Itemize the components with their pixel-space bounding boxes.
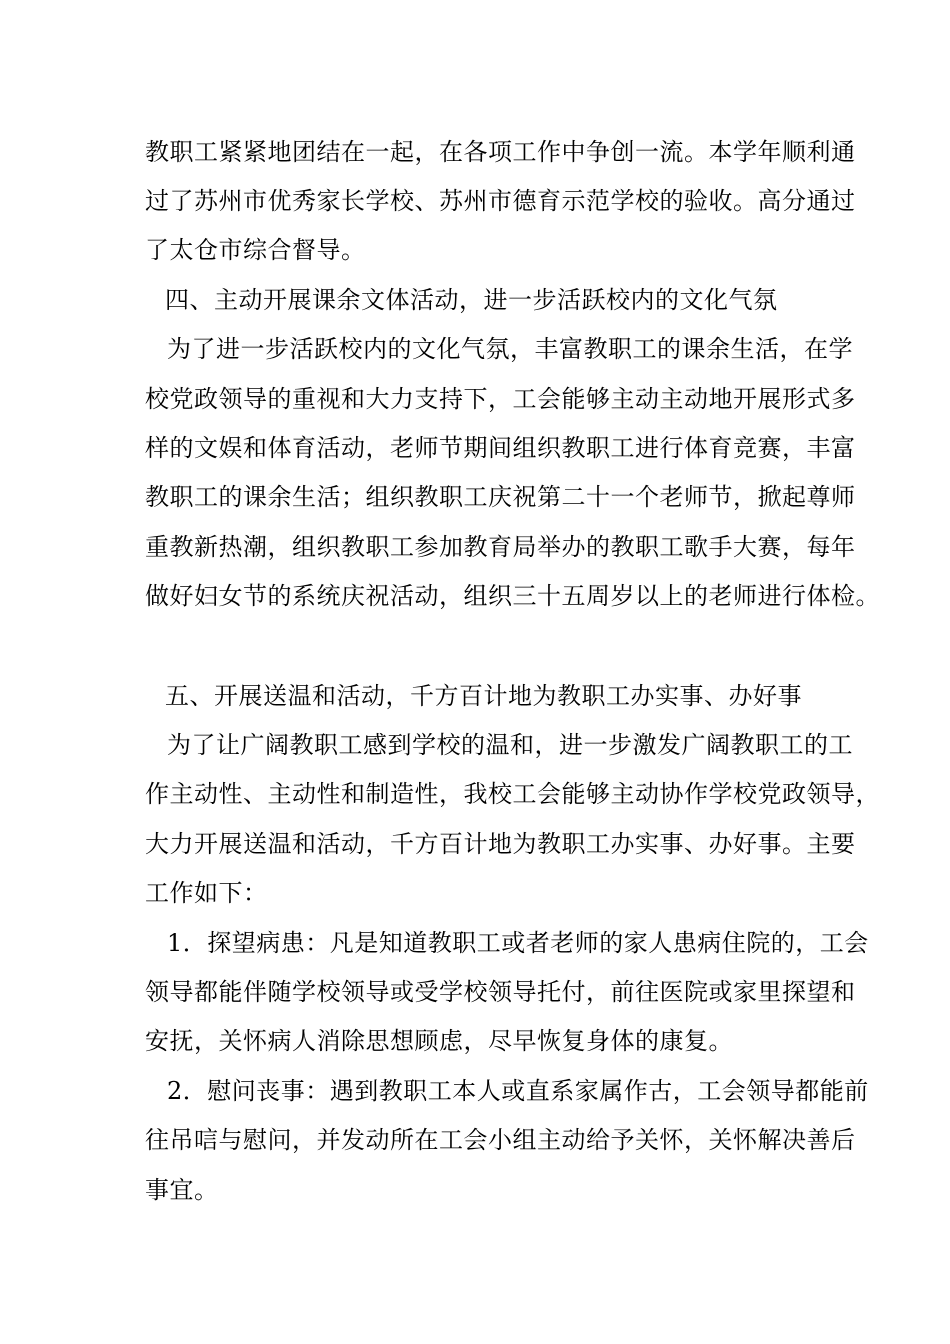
section-heading: 四、主动开展课余文体活动，进一步活跃校内的文化气氛 — [165, 286, 778, 314]
text-line: 了太仓市综合督导。 — [145, 236, 366, 264]
text-line: 教职工紧紧地团结在一起，在各项工作中争创一流。本学年顺利通 — [145, 138, 856, 166]
text-line: 事宜。 — [145, 1176, 219, 1204]
text-line: 教职工的课余生活；组织教职工庆祝第二十一个老师节，掀起尊师 — [145, 483, 856, 511]
list-item: 1．探望病患：凡是知道教职工或者老师的家人患病住院的，工会 — [167, 929, 869, 957]
text-line: 工作如下： — [145, 879, 268, 907]
list-item: 2．慰问丧事：遇到教职工本人或直系家属作古，工会领导都能前 — [167, 1077, 869, 1105]
text-line: 过了苏州市优秀家长学校、苏州市德育示范学校的验收。高分通过 — [145, 187, 856, 215]
text-line: 重教新热潮，组织教职工参加教育局举办的教职工歌手大赛，每年 — [145, 533, 856, 561]
text-line: 为了让广阔教职工感到学校的温和，进一步激发广阔教职工的工 — [167, 731, 853, 759]
text-line: 安抚，关怀病人消除思想顾虑，尽早恢复身体的康复。 — [145, 1027, 733, 1055]
text-line: 校党政领导的重视和大力支持下，工会能够主动主动地开展形式多 — [145, 385, 856, 413]
text-line: 为了进一步活跃校内的文化气氛，丰富教职工的课余生活，在学 — [167, 335, 853, 363]
text-line: 作主动性、主动性和制造性，我校工会能够主动协作学校党政领导， — [145, 780, 880, 808]
text-line: 大力开展送温和活动，千方百计地为教职工办实事、办好事。主要 — [145, 830, 856, 858]
text-line: 做好妇女节的系统庆祝活动，组织三十五周岁以上的老师进行体检。 — [145, 582, 880, 610]
text-line: 样的文娱和体育活动，老师节期间组织教职工进行体育竞赛，丰富 — [145, 434, 856, 462]
text-line: 领导都能伴随学校领导或受学校领导托付，前往医院或家里探望和 — [145, 978, 856, 1006]
section-heading: 五、开展送温和活动，千方百计地为教职工办实事、办好事 — [165, 682, 802, 710]
text-line: 往吊唁与慰问，并发动所在工会小组主动给予关怀，关怀解决善后 — [145, 1126, 856, 1154]
